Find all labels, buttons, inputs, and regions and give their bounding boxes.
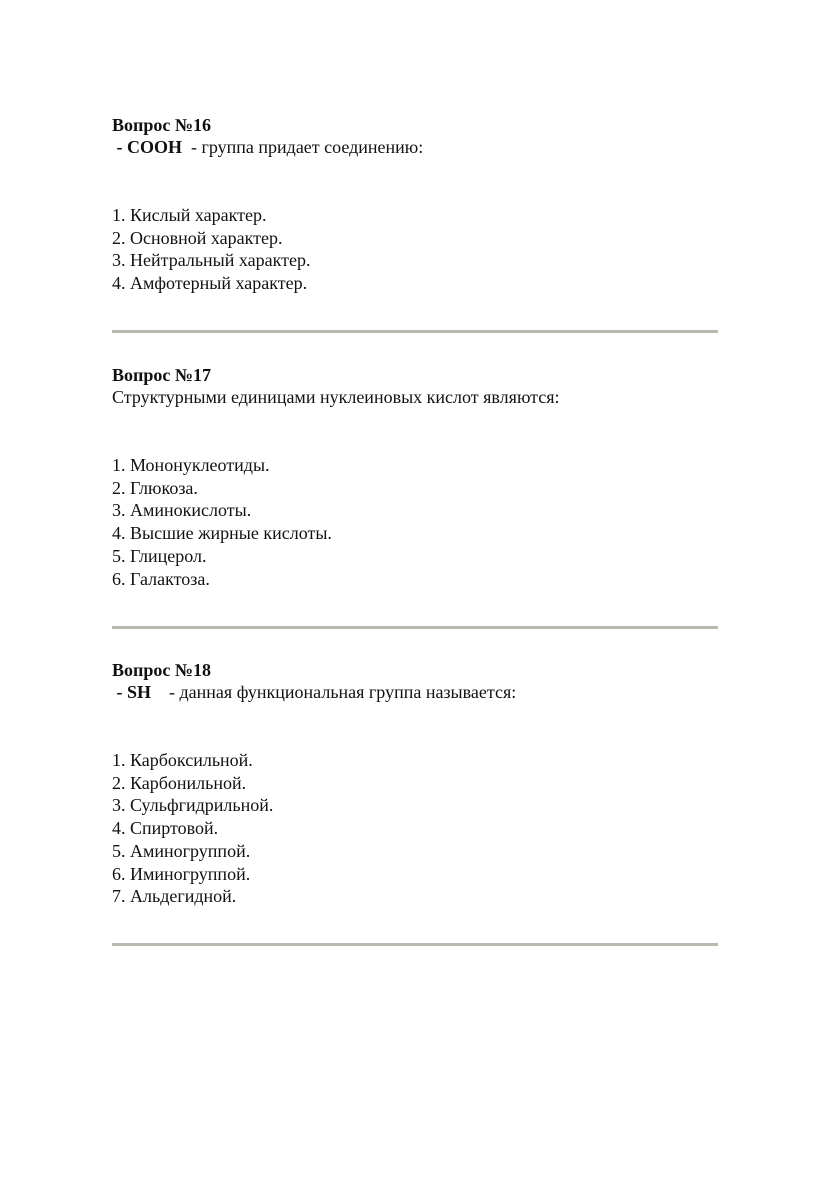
answer-option: 1. Мононуклеотиды.: [112, 455, 270, 475]
answer-option: 4. Амфотерный характер.: [112, 273, 308, 294]
answer-option: 3. Сульфгидрильной.: [112, 795, 274, 816]
question-formula: - COOH: [112, 137, 187, 157]
question-formula: - SH: [112, 682, 152, 702]
answer-list: [112, 454, 332, 590]
answer-option: 6. Галактоза.: [112, 568, 210, 589]
question-18: [112, 659, 722, 907]
answer-option: 4. Высшие жирные кислоты.: [112, 523, 332, 544]
answer-option: 3. Нейтральный характер.: [112, 250, 311, 271]
question-text: [112, 386, 722, 408]
answer-option: 1. Карбоксильной.: [112, 750, 253, 770]
answer-option: 7. Альдегидной.: [112, 886, 237, 907]
answer-option: 5. Аминогруппой.: [112, 840, 251, 861]
section-divider: [112, 626, 718, 629]
question-title: Вопрос №16: [112, 115, 211, 135]
answer-option: 2. Карбонильной.: [112, 772, 247, 793]
question-prompt: - группа придает соединению:: [186, 137, 424, 157]
question-title: Вопрос №18: [112, 660, 211, 680]
answer-option: 2. Глюкоза.: [112, 477, 198, 498]
answer-list: [112, 204, 311, 295]
question-text: [112, 136, 722, 158]
answer-option: 5. Глицерол.: [112, 545, 207, 566]
question-text: [112, 681, 722, 703]
question-title: Вопрос №17: [112, 365, 211, 385]
answer-option: 3. Аминокислоты.: [112, 500, 252, 521]
question-prompt: - данная функциональная группа называется:: [151, 682, 517, 702]
answer-option: 2. Основной характер.: [112, 227, 283, 248]
answer-option: 6. Иминогруппой.: [112, 863, 251, 884]
answer-option: 4. Спиртовой.: [112, 818, 219, 839]
answer-option: 1. Кислый характер.: [112, 205, 267, 225]
question-prompt: Структурными единицами нуклеиновых кислот являются:: [112, 387, 560, 407]
question-17: [112, 364, 722, 589]
section-divider: [112, 943, 718, 946]
section-divider: [112, 330, 718, 333]
answer-list: [112, 749, 273, 908]
question-16: [112, 114, 722, 294]
